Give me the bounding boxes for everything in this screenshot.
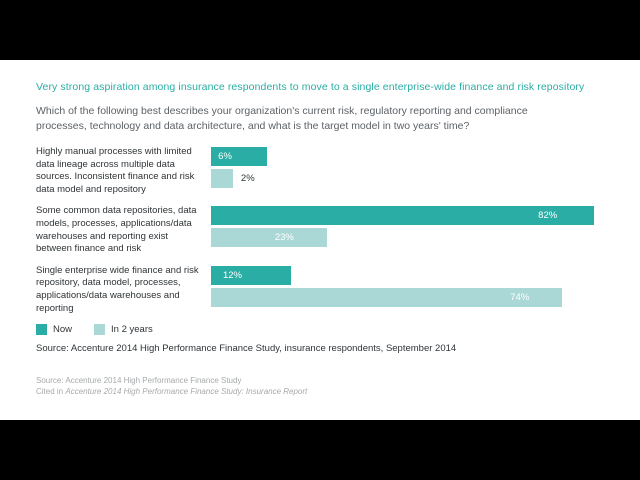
footer-cited-prefix: Cited in	[36, 387, 66, 397]
footer-cited-title: Accenture 2014 High Performance Finance Study: Insurance Report	[65, 387, 308, 397]
bar-group	[211, 146, 610, 191]
bar-line-future	[211, 228, 610, 247]
category-label: Some common data repositories, data models, processes, applications/data warehouses and reporting exist between finance and risk	[36, 205, 197, 255]
legend-label: In 2 years	[111, 324, 153, 336]
bar-value-now: 6%	[218, 151, 232, 162]
bar-group	[211, 265, 610, 310]
bar-value-now: 82%	[538, 210, 558, 222]
legend-item-future	[94, 324, 153, 335]
bar-line-future	[211, 169, 610, 188]
slide-content	[36, 80, 610, 397]
category-label: Single enterprise wide finance and risk repository, data model, processes, applications/data warehouses and reporting	[36, 264, 199, 314]
bar-line-now	[211, 147, 610, 166]
slide-canvas	[0, 60, 640, 420]
chart-row	[36, 205, 610, 255]
chart-row	[36, 265, 610, 315]
footer-cited-line	[36, 386, 610, 397]
bar-line-now	[211, 266, 610, 285]
bar-chart	[36, 146, 610, 315]
bar-future	[211, 228, 327, 247]
bar-line-future	[211, 288, 610, 307]
legend-swatch-icon	[94, 324, 105, 335]
legend-label: Now	[53, 324, 73, 336]
page-title: Very strong aspiration among insurance respondents to move to a single enterprise-wide finance and risk repository	[36, 81, 585, 93]
category-label: Highly manual processes with limited data lineage across multiple data sources. Inconsistent finance and risk data model and repository	[36, 146, 195, 195]
slide-footer	[36, 375, 610, 397]
bar-value-now: 12%	[222, 269, 242, 281]
legend-item-now	[36, 324, 72, 335]
legend-swatch-icon	[36, 324, 47, 335]
chart-row	[36, 146, 610, 196]
bar-group	[211, 205, 610, 250]
bar-value-future: 2%	[240, 173, 255, 184]
bar-value-future: 23%	[274, 232, 294, 244]
chart-source: Source: Accenture 2014 High Performance Finance Study, insurance respondents, September 2014	[36, 343, 457, 355]
survey-question: Which of the following best describes your organization's current risk, regulatory reporting and compliance processes, technology and data architecture, and what is the target model in two years' time?	[36, 105, 528, 132]
bar-now	[211, 206, 594, 225]
footer-source-line: Source: Accenture 2014 High Performance Finance Study	[36, 376, 242, 386]
chart-legend	[36, 324, 610, 335]
bar-value-future: 74%	[510, 291, 530, 303]
bar-future	[211, 169, 233, 188]
bar-line-now	[211, 206, 610, 225]
